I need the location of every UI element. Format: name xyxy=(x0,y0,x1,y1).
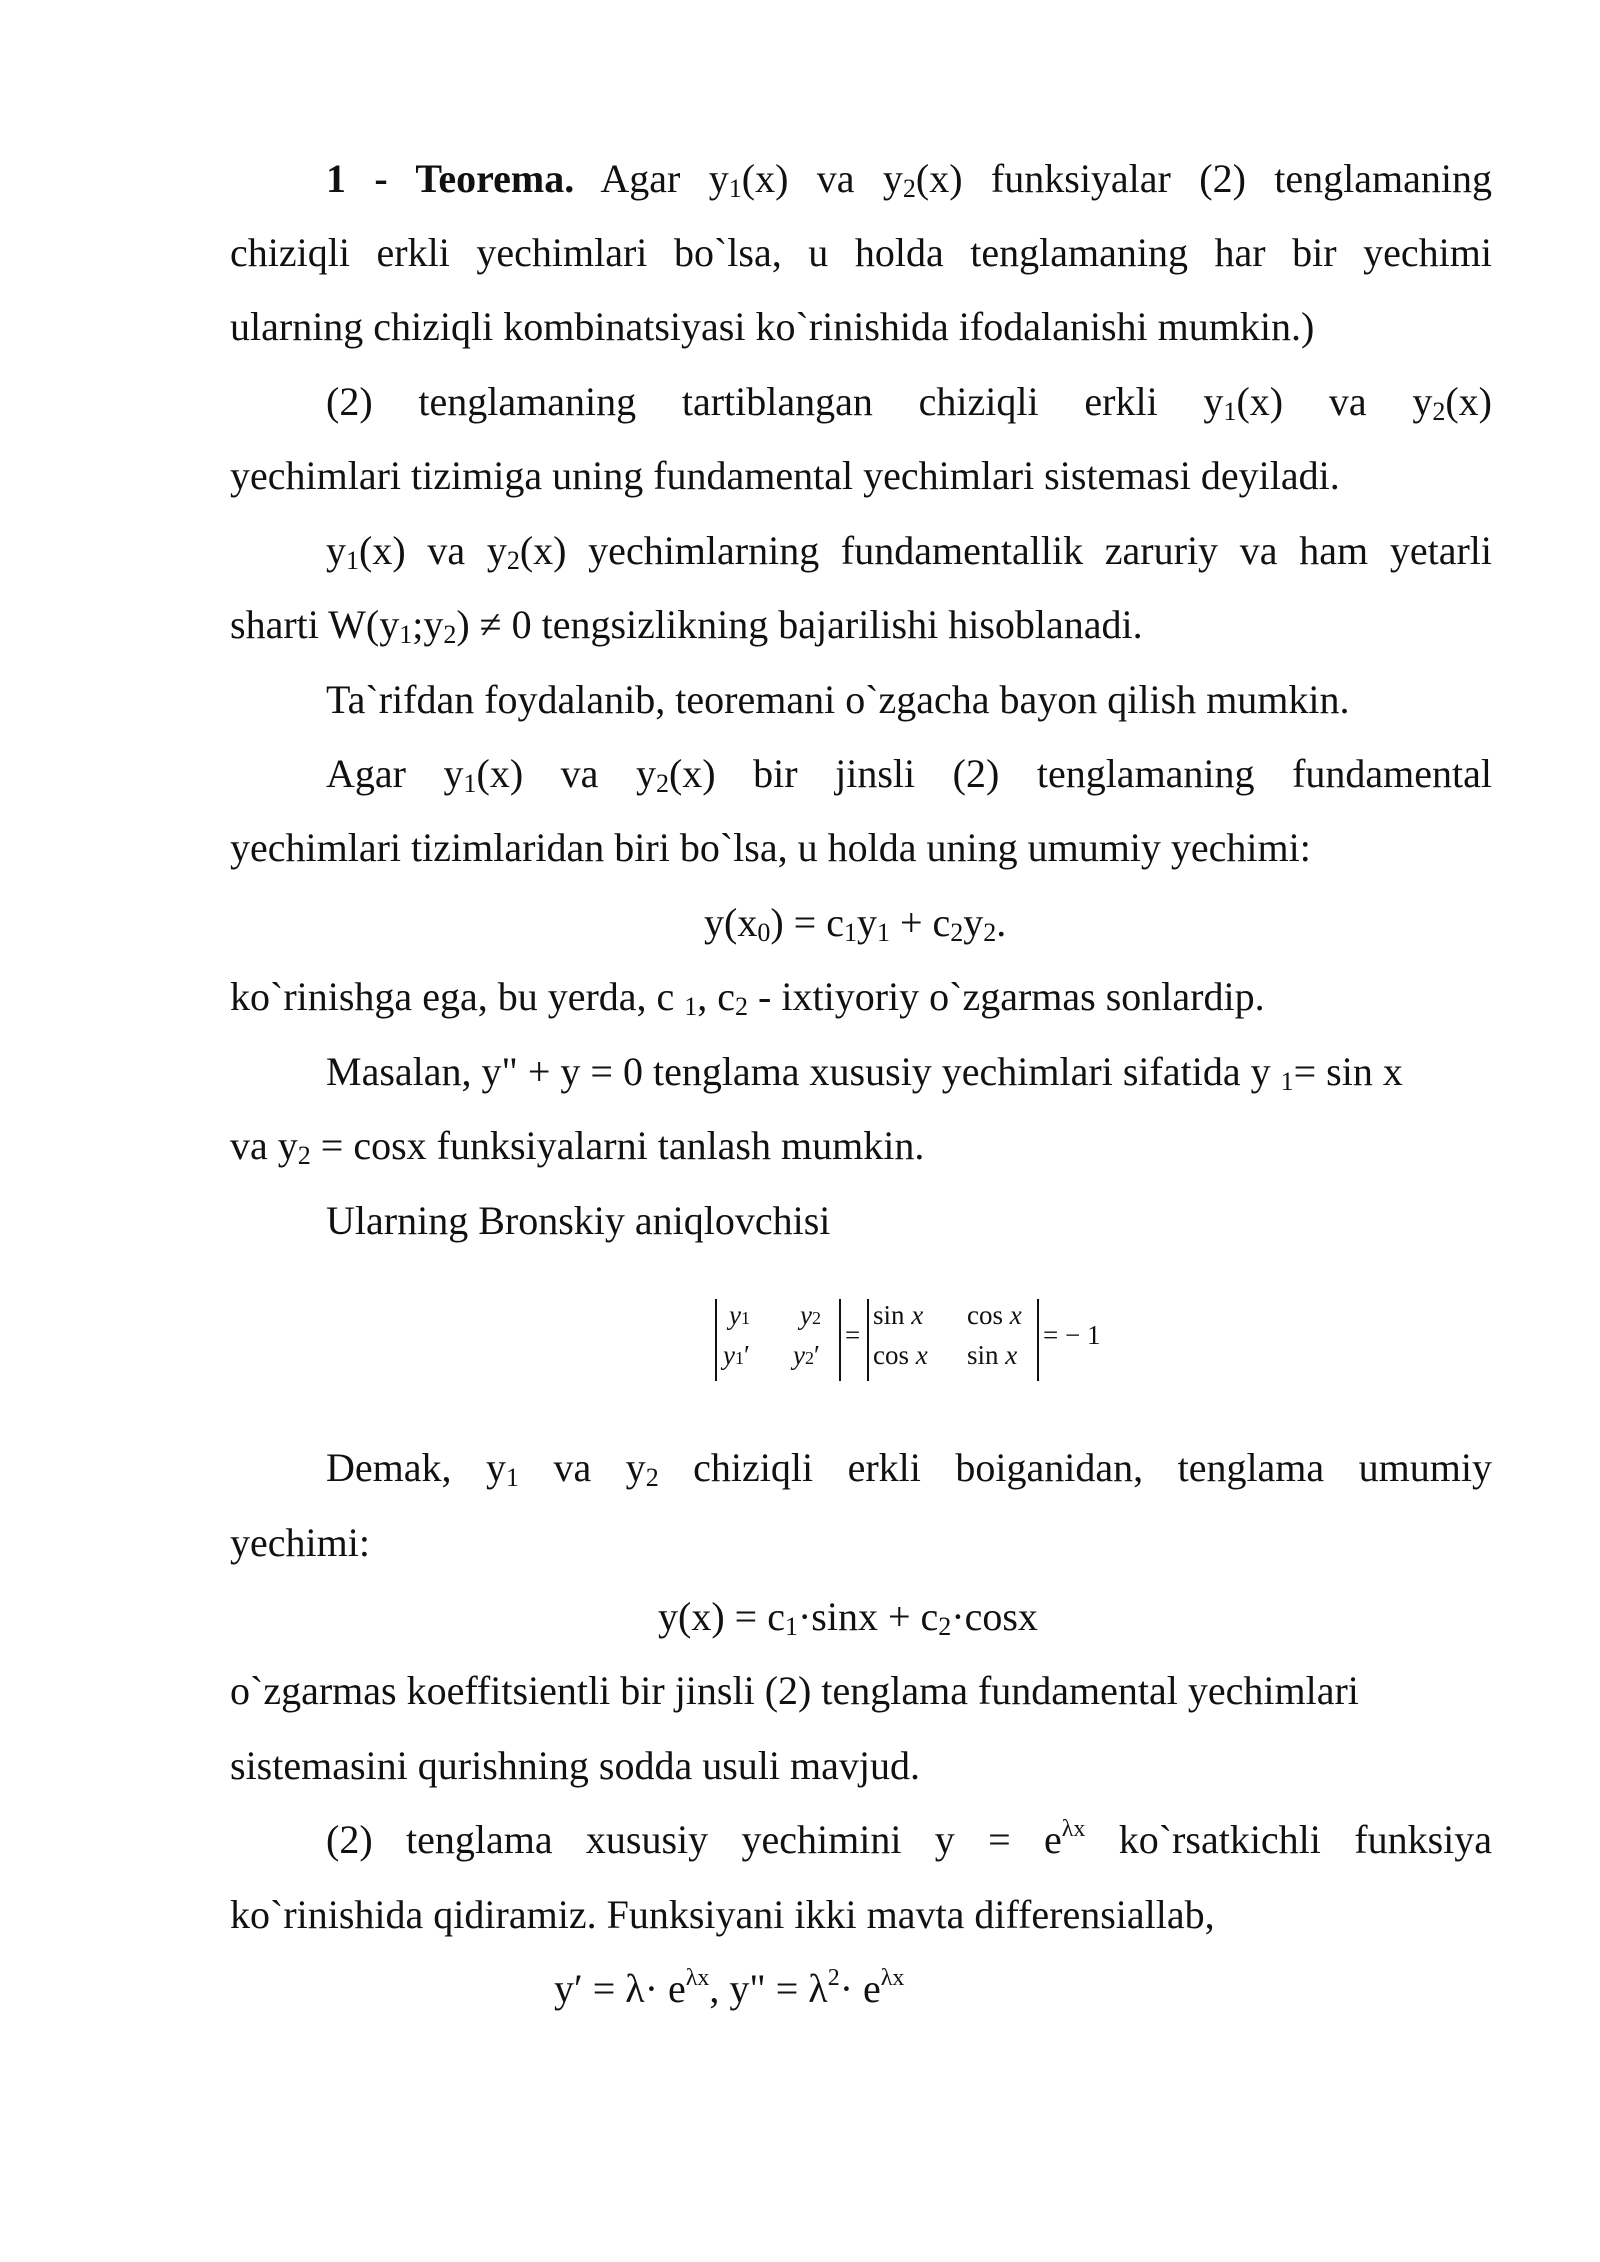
det-cos-x-2: cos x xyxy=(873,1340,928,1370)
det-cos-x-1: cos x xyxy=(967,1300,1022,1330)
wronskian-intro-line: Ularning Bronskiy aniqlovchisi xyxy=(326,1198,831,1243)
method-line-1: o`zgarmas koeffitsientli bir jinsli (2) tenglama fundamental yechimlari xyxy=(230,1668,1359,1713)
determinant-bar-right-1 xyxy=(839,1299,841,1381)
theorem-label: 1 - Teorema. xyxy=(326,156,575,201)
equation-sin-cos-solution: y(x) = c1·sinx + c2·cosx xyxy=(658,1594,1038,1641)
det-y1-prime: y1′ xyxy=(723,1340,750,1370)
condition-line-2: sharti W(y1;y2) ≠ 0 tengsizlikning bajarilishi hisoblanadi. xyxy=(230,602,1143,649)
constants-line: ko`rinishga ega, bu yerda, c 1, c2 - ixtiyoriy o`zgarmas sonlardip. xyxy=(230,974,1265,1021)
condition-line-1: y1(x) va y2(x) yechimlarning fundamentallik zaruriy va ham yetarli xyxy=(326,528,1492,575)
exponential-line-2: ko`rinishida qidiramiz. Funksiyani ikki mavta differensiallab, xyxy=(230,1892,1215,1937)
theorem-line-3: ularning chiziqli kombinatsiyasi ko`rinishida ifodalanishi mumkin.) xyxy=(230,304,1315,349)
det-y1: y1 xyxy=(729,1300,750,1330)
method-line-2: sistemasini qurishning sodda usuli mavjud. xyxy=(230,1743,920,1788)
det-y2-prime: y2′ xyxy=(793,1340,820,1370)
example-line-2: va y2 = cosx funksiyalarni tanlash mumkin. xyxy=(230,1123,925,1170)
conclusion-line-1: Demak, y1 va y2 chiziqli erkli boiganidan, tenglama umumiy xyxy=(326,1445,1492,1492)
equation-general-solution: y(x0) = c1y1 + c2y2. xyxy=(704,900,1007,947)
definition-remark-line: Ta`rifdan foydalanib, teoremani o`zgacha bayon qilish mumkin. xyxy=(326,677,1350,722)
det-result: = − 1 xyxy=(1043,1320,1101,1350)
general-solution-line-2: yechimlari tizimlaridan biri bo`lsa, u holda uning umumiy yechimi: xyxy=(230,825,1311,870)
det-equals-1: = xyxy=(845,1320,861,1350)
definition-line-2: yechimlari tizimiga uning fundamental yechimlari sistemasi deyiladi. xyxy=(230,453,1340,498)
wronskian-determinant xyxy=(705,1290,1125,1390)
det-sin-x-1: sin x xyxy=(873,1300,924,1330)
theorem-line-2: chiziqli erkli yechimlari bo`lsa, u holda tenglamaning har bir yechimi xyxy=(230,230,1492,275)
det-y2: y2 xyxy=(800,1300,821,1330)
equation-derivatives: $y' = \lambda\cdot e^{\lambda x}$, y" = $\lambda^2\cdot e^{\lambda x}$ xyxy=(554,1965,905,2011)
determinant-bar-left-2 xyxy=(867,1299,869,1381)
theorem-line-1: 1 - Teorema. Agar y1(x) va y2(x) funksiyalar (2) tenglamaning xyxy=(326,156,1492,203)
det-sin-x-2: sin x xyxy=(967,1340,1018,1370)
determinant-bar-left-1 xyxy=(715,1299,717,1381)
conclusion-line-2: yechimi: xyxy=(230,1520,370,1565)
example-line-1: Masalan, y" + y = 0 tenglama xususiy yechimlari sifatida y 1= sin x xyxy=(326,1049,1403,1096)
definition-line-1: (2) tenglamaning tartiblangan chiziqli erkli y1(x) va y2(x) xyxy=(326,379,1492,426)
exponential-line-1: (2) tenglama xususiy yechimini $y = e^{\lambda x}$ ko`rsatkichli funksiya xyxy=(326,1816,1492,1862)
determinant-bar-right-2 xyxy=(1037,1299,1039,1381)
general-solution-line-1: Agar y1(x) va y2(x) bir jinsli (2) tenglamaning fundamental xyxy=(326,751,1492,798)
